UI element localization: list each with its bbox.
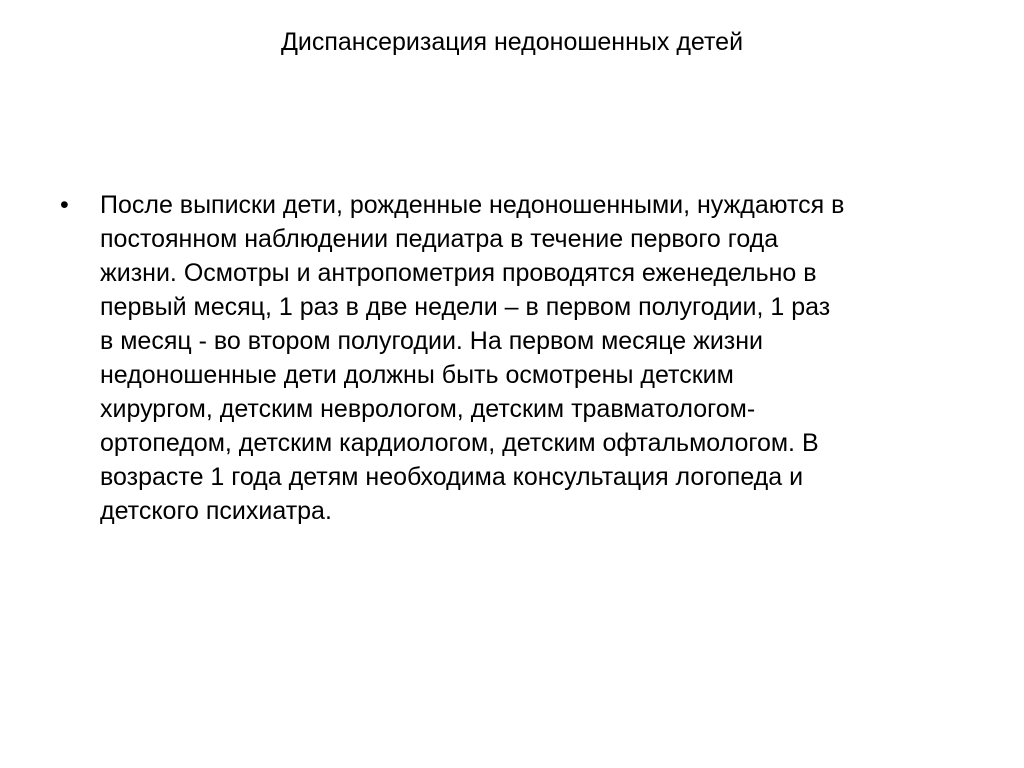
bullet-line: возрасте 1 года детям необходима консультация логопеда и xyxy=(100,463,804,491)
bullet-line: После выписки дети, рожденные недоношенными, нуждаются в xyxy=(100,191,845,219)
bullet-line: жизни. Осмотры и антропометрия проводятся еженедельно в xyxy=(100,259,817,287)
bullet-line: детского психиатра. xyxy=(100,497,332,525)
bullet-line: ортопедом, детским кардиологом, детским офтальмологом. В xyxy=(100,429,819,457)
bullet-text xyxy=(100,188,950,528)
slide-title: Диспансеризация недоношенных детей xyxy=(280,28,744,56)
bullet-line: хирургом, детским неврологом, детским травматологом- xyxy=(100,395,756,423)
bullet-line: в месяц - во втором полугодии. На первом месяце жизни xyxy=(100,327,764,355)
bullet-list xyxy=(60,188,960,528)
bullet-line: недоношенные дети должны быть осмотрены детским xyxy=(100,361,734,389)
bullet-line: первый месяц, 1 раз в две недели – в первом полугодии, 1 раз xyxy=(100,293,831,321)
bullet-line: постоянном наблюдении педиатра в течение первого года xyxy=(100,225,779,253)
bullet-item xyxy=(60,188,960,528)
bullet-marker: • xyxy=(60,191,69,219)
